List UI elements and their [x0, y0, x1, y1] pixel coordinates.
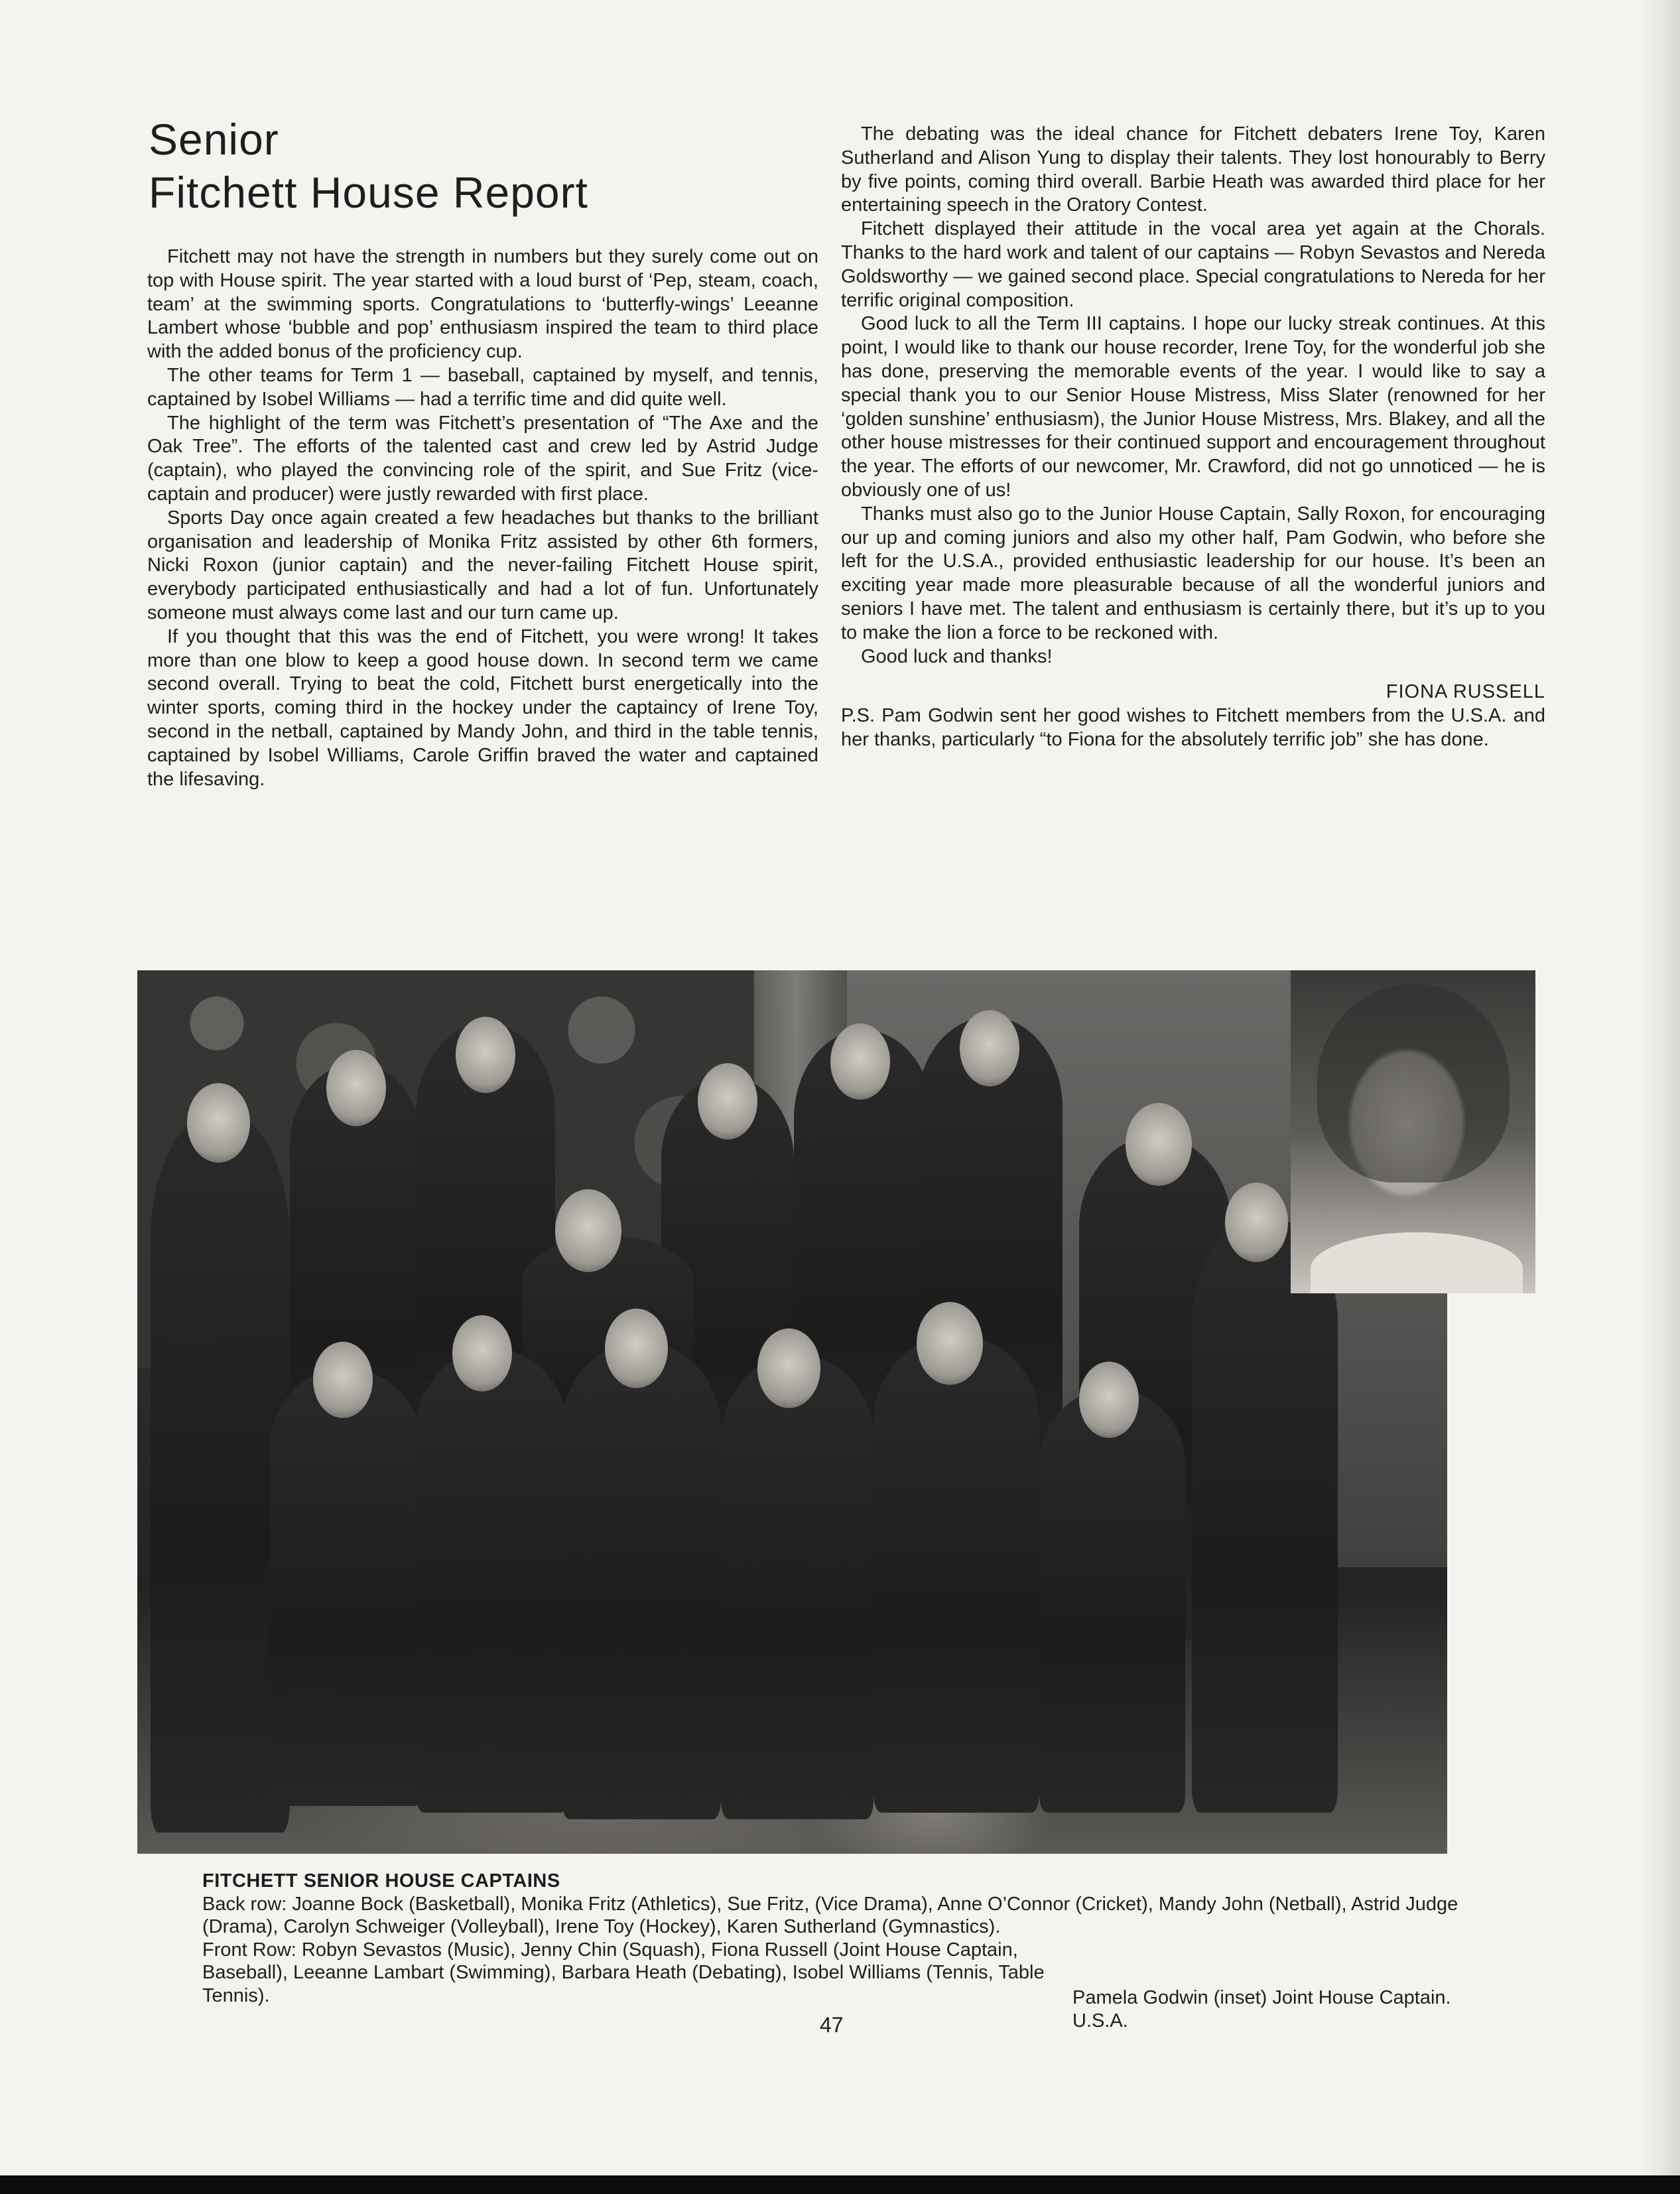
photo-person: [270, 1368, 422, 1806]
photo-person: [562, 1342, 721, 1819]
photo-face: [698, 1063, 757, 1139]
photo-face: [452, 1315, 512, 1391]
right-column: [841, 123, 1545, 752]
left-column: [147, 245, 818, 791]
paragraph: Sports Day once again created a few headaches but thanks to the brilliant organisation and leadership of Monika Fritz assisted by other 6th formers, Nicki Roxon (junior captain) and the never-failing Fitchett House spirit, everybody participated enthusiastically and had a lot of fun. Unfortunately someone must always come last and our turn came up.: [147, 507, 818, 623]
photo-face: [830, 1023, 890, 1100]
paragraph: Good luck and thanks!: [861, 645, 1053, 667]
paragraph: Good luck to all the Term III captains. I hope our lucky streak continues. At this point, I would like to thank our house recorder, Irene Toy, for the wonderful job she has done, preserving the memorable events of the year. I would like to say a special thank you to our Senior House Mistress, Miss Slater (renowned for her ‘golden sunshine’ enthusiasm), the Junior House Mistress, Mrs. Blakey, and all the other house mistresses for their continued support and encouragement throughout the year. The efforts of our newcomer, Mr. Crawford, did not go unnoticed — he is obviously one of us!: [841, 313, 1545, 501]
photo-face: [555, 1189, 621, 1272]
inset-collar: [1311, 1232, 1523, 1293]
inset-caption-line-2: U.S.A.: [1072, 2010, 1128, 2032]
paragraph: The debating was the ideal chance for Fitchett debaters Irene Toy, Karen Sutherland and Alison Yung to display their talents. They lost honourably to Berry by five points, coming third overall. Barbie Heath was awarded third place for her entertaining speech in the Oratory Contest.: [841, 123, 1545, 216]
title-line-2: Fitchett House Report: [149, 168, 588, 217]
paragraph: If you thought that this was the end of Fitchett, you were wrong! It takes more than one blow to keep a good house down. In second term we came second overall. Trying to beat the cold, Fitchett burst energetically into the winter sports, coming third in the hockey under the captaincy of Irene Toy, second in the netball, captained by Mandy John, and third in the table tennis, captained by Isobel Williams, Carole Griffin braved the water and captained the lifesaving.: [147, 625, 818, 790]
inset-portrait: [1291, 970, 1535, 1293]
photo-face: [313, 1342, 373, 1418]
photo-person: [721, 1355, 873, 1819]
signature: FIONA RUSSELL: [1386, 681, 1545, 703]
photo-person: [151, 1110, 290, 1833]
paragraph: Fitchett may not have the strength in numbers but they surely come out on top with House spirit. The year started with a loud burst of ‘Pep, steam, coach, team’ at the swimming sports. Congratulations to ‘butterfly-wings’ Leeanne Lambert whose ‘bubble and pop’ enthusiasm inspired the team to third place with the added bonus of the proficiency cup.: [147, 246, 818, 363]
photo-person: [873, 1335, 1039, 1813]
page-edge: [1640, 0, 1680, 2194]
photo-face: [917, 1302, 983, 1385]
photo-face: [1225, 1183, 1288, 1262]
page-number: 47: [820, 2013, 844, 2037]
inset-hair: [1317, 984, 1510, 1183]
caption-title: FITCHETT SENIOR HOUSE CAPTAINS: [202, 1870, 560, 1892]
photo-face: [960, 1010, 1019, 1086]
paragraph: The highlight of the term was Fitchett’s presentation of “The Axe and the Oak Tree”. The efforts of the talented cast and crew led by Astrid Judge (captain), who played the convincing role of the spirit, and Sue Fritz (vice-captain and producer) were justly rewarded with first place.: [147, 412, 818, 505]
inset-caption-line-1: Pamela Godwin (inset) Joint House Captain.: [1072, 1987, 1451, 2008]
photo-face: [605, 1309, 668, 1388]
paragraph: Fitchett displayed their attitude in the vocal area yet again at the Chorals. Thanks to the hard work and talent of our captains — Robyn Sevastos and Nereda Goldsworthy — we gained second place. Special congratulations to Nereda for her terrific original composition.: [841, 218, 1545, 311]
photo-person: [1039, 1388, 1185, 1813]
photo-face: [1079, 1362, 1139, 1438]
photo-face: [456, 1017, 515, 1093]
title-line-1: Senior: [149, 115, 279, 164]
caption-back-row: Back row: Joanne Bock (Basketball), Monika Fritz (Athletics), Sue Fritz, (Vice Drama), Anne O’Connor (Cricket), Mandy John (Netball), Astrid Judge (Drama), Carolyn Schweiger (Volleyball), Irene Toy (Hockey), Karen Sutherland (Gymnastics).: [202, 1893, 1458, 1937]
page-title: [149, 113, 588, 219]
photo-face: [1126, 1103, 1192, 1186]
inset-caption: [1072, 1986, 1550, 2033]
group-photo: [137, 970, 1447, 1854]
photo-person: [416, 1348, 568, 1813]
caption-front-row: Front Row: Robyn Sevastos (Music), Jenny Chin (Squash), Fiona Russell (Joint House Captain, Baseball), Leeanne Lambart (Swimming), Barbara Heath (Debating), Isobel Williams (Tennis, Table Tennis).: [202, 1939, 1045, 2006]
paragraph: Thanks must also go to the Junior House Captain, Sally Roxon, for encouraging our up and coming juniors and also my other half, Pam Godwin, who before she left for the U.S.A., provided enthusiastic leadership for our house. It’s been an exciting year made more pleasurable because of all the wonderful juniors and seniors I have met. The talent and enthusiasm is certainly there, but it’s up to you to make the lion a force to be reckoned with.: [841, 503, 1545, 643]
photo-face: [187, 1083, 250, 1163]
photo-face: [326, 1050, 386, 1126]
postscript: P.S. Pam Godwin sent her good wishes to Fitchett members from the U.S.A. and her thanks, particularly “to Fiona for the absolutely terrific job” she has done.: [841, 705, 1545, 750]
photo-person: [1192, 1216, 1338, 1813]
photo-face: [757, 1328, 820, 1408]
paragraph: The other teams for Term 1 — baseball, captained by myself, and tennis, captained by Isobel Williams — had a terrific time and did quite well.: [147, 364, 818, 410]
scan-border: [0, 2175, 1680, 2194]
